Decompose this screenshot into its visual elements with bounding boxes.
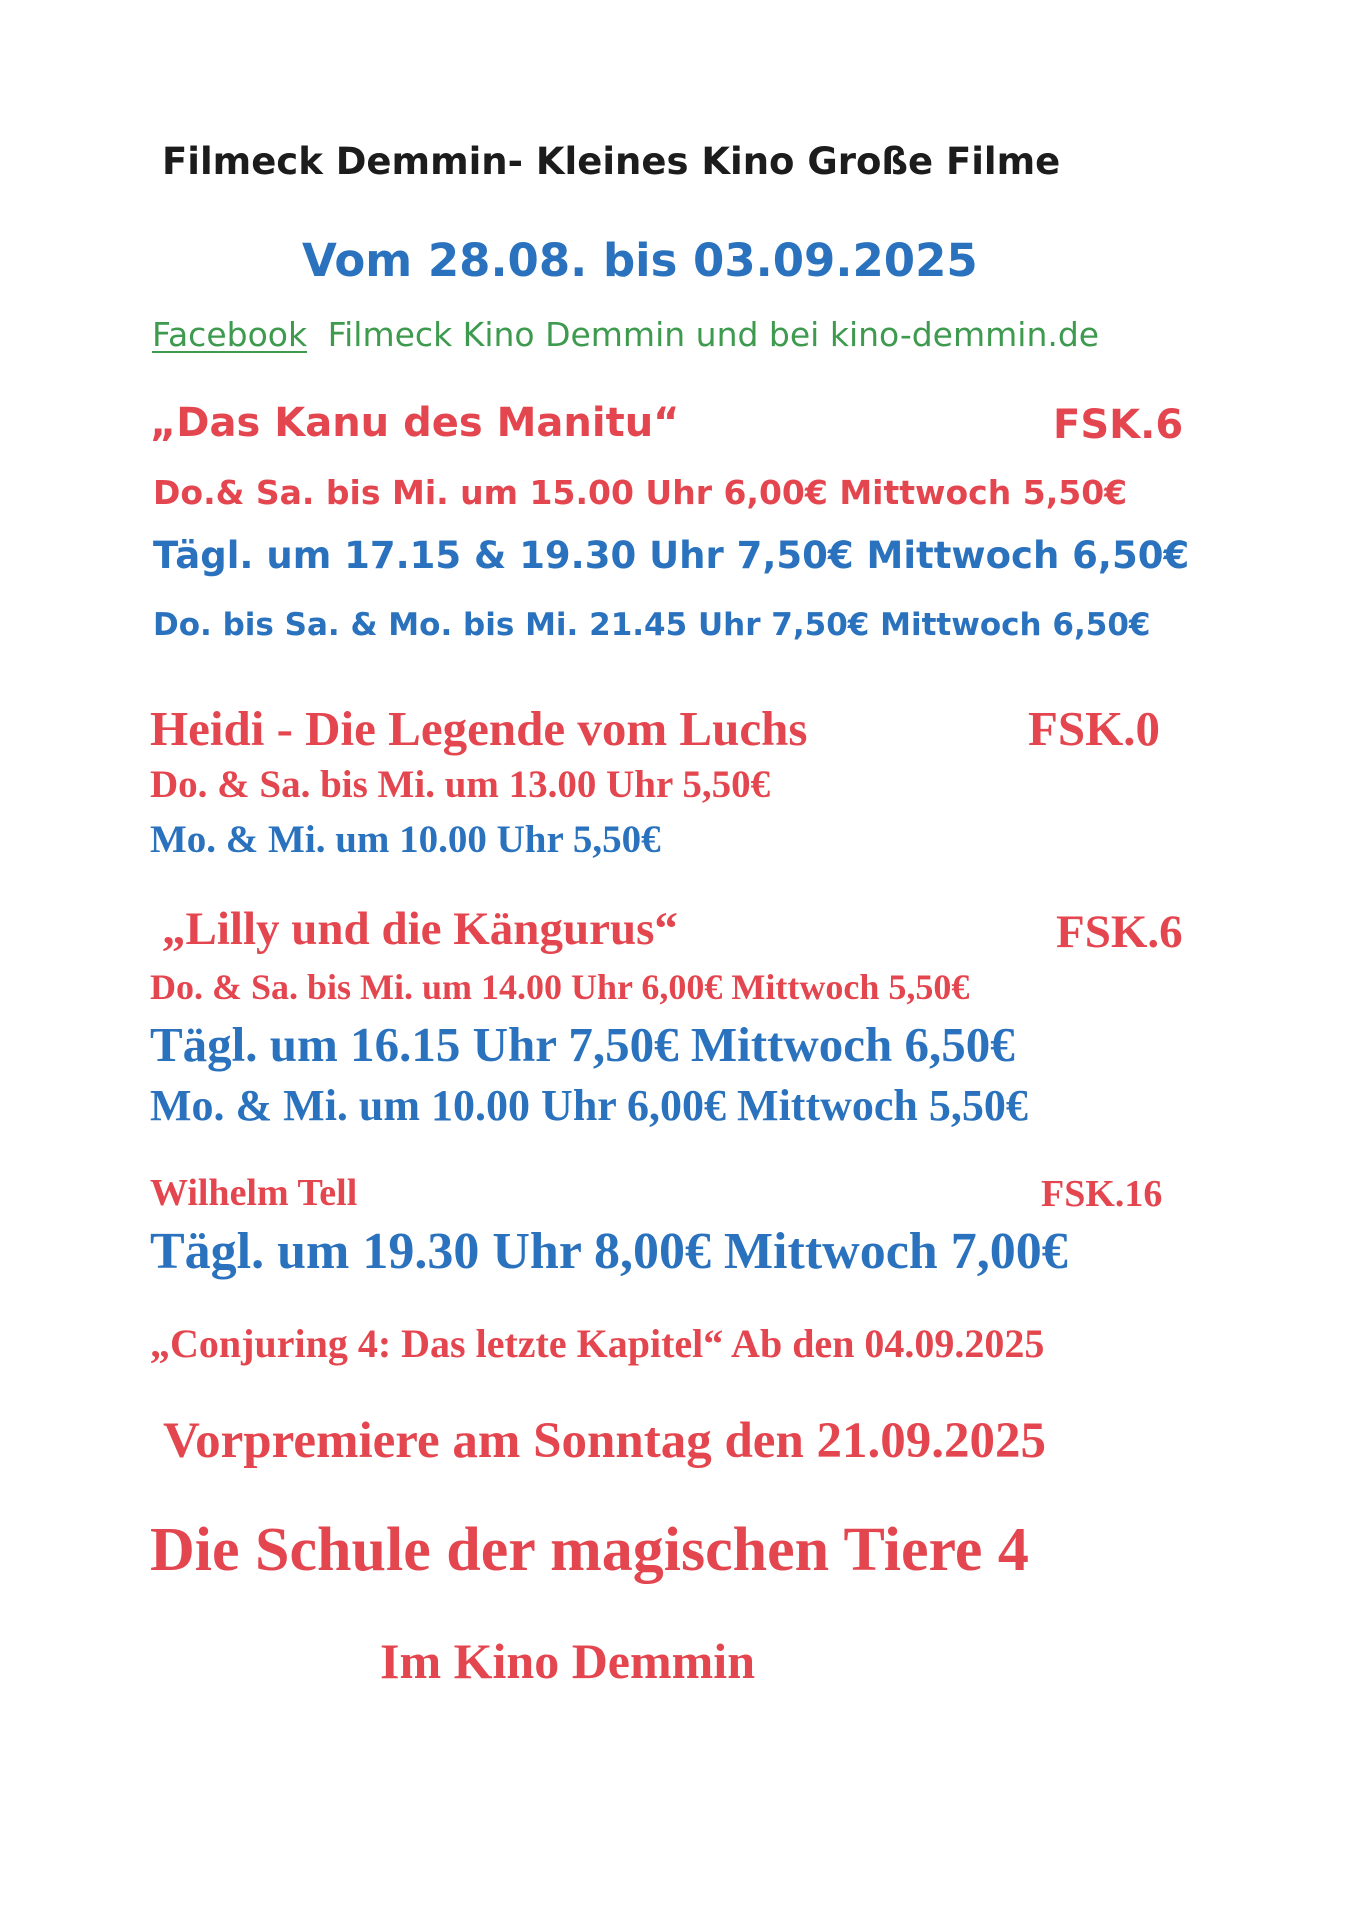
date-range: Vom 28.08. bis 03.09.2025	[302, 234, 978, 287]
fsk-rating: FSK.6	[1056, 906, 1183, 958]
fsk-rating: FSK.16	[1041, 1173, 1163, 1215]
showtime: Do. & Sa. bis Mi. um 13.00 Uhr 5,50€	[150, 763, 771, 806]
social-text: Filmeck Kino Demmin und bei kino-demmin.de	[327, 315, 1100, 354]
movie-title: Heidi - Die Legende vom Luchs	[150, 701, 808, 756]
showtime: Tägl. um 17.15 & 19.30 Uhr 7,50€ Mittwoch 6,50€	[153, 534, 1190, 577]
social-line	[152, 315, 1099, 354]
movie-title: „Lilly und die Kängurus“	[162, 903, 678, 955]
announcement-conjuring: „Conjuring 4: Das letzte Kapitel“ Ab den 04.09.2025	[150, 1321, 1045, 1366]
facebook-link[interactable]: Facebook	[152, 315, 308, 354]
announcement-kino: Im Kino Demmin	[380, 1633, 755, 1689]
showtime: Do. bis Sa. & Mo. bis Mi. 21.45 Uhr 7,50€ Mittwoch 6,50€	[153, 607, 1151, 643]
announcement-schule: Die Schule der magischen Tiere 4	[150, 1516, 1029, 1584]
showtime: Mo. & Mi. um 10.00 Uhr 5,50€	[150, 818, 661, 861]
page-title: Filmeck Demmin- Kleines Kino Große Filme	[162, 140, 1061, 183]
showtime: Do. & Sa. bis Mi. um 14.00 Uhr 6,00€ Mittwoch 5,50€	[150, 967, 970, 1007]
fsk-rating: FSK.0	[1028, 701, 1161, 756]
movie-title: Wilhelm Tell	[150, 1172, 358, 1214]
showtime: Tägl. um 16.15 Uhr 7,50€ Mittwoch 6,50€	[150, 1017, 1015, 1072]
showtime: Tägl. um 19.30 Uhr 8,00€ Mittwoch 7,00€	[150, 1223, 1068, 1280]
movie-title: „Das Kanu des Manitu“	[150, 400, 680, 446]
showtime: Mo. & Mi. um 10.00 Uhr 6,00€ Mittwoch 5,50€	[150, 1081, 1028, 1130]
showtime: Do.& Sa. bis Mi. um 15.00 Uhr 6,00€ Mittwoch 5,50€	[153, 473, 1128, 512]
announcement-preview: Vorpremiere am Sonntag den 21.09.2025	[163, 1413, 1047, 1469]
fsk-rating: FSK.6	[1053, 402, 1184, 448]
